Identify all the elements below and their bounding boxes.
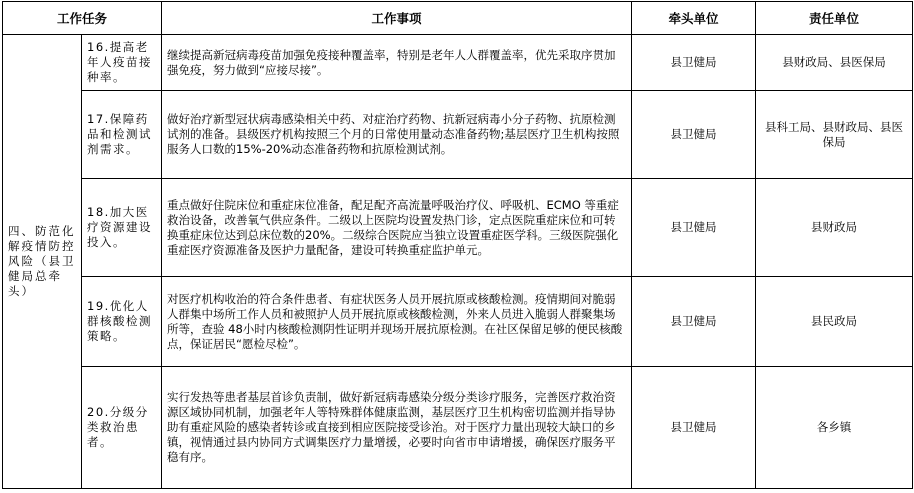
subtask-cell: 20.分级分类救治患者。 xyxy=(82,367,162,489)
item-cell: 实行发热等患者基层首诊负责制，做好新冠病毒感染分级分类诊疗服务，完善医疗救治资源区域协同机制，加强老年人等特殊群体健康监测，基层医疗卫生机构密切监测并指导协助有重症风险的感染者转诊或直接到相应医院接受诊治。对于医疗力量出现较大缺口的乡镇，视情通过县内协同方式调集医疗力量增援，必要时向省市申请增援，确保医疗服务平稳有序。 xyxy=(162,367,632,489)
lead-unit-cell: 县卫健局 xyxy=(632,179,756,277)
table-row xyxy=(3,91,913,179)
item-cell: 继续提高新冠病毒疫苗加强免疫接种覆盖率，特别是老年人人群覆盖率，优先采取序贯加强免疫，努力做到“应接尽接”。 xyxy=(162,35,632,91)
header-lead: 牵头单位 xyxy=(632,2,756,35)
task-table xyxy=(2,1,913,489)
subtask-cell: 18.加大医疗资源建设投入。 xyxy=(82,179,162,277)
table-row xyxy=(3,35,913,91)
table-row xyxy=(3,277,913,367)
lead-unit-cell: 县卫健局 xyxy=(632,35,756,91)
responsible-unit-cell: 各乡镇 xyxy=(756,367,913,489)
header-item: 工作事项 xyxy=(162,2,632,35)
subtask-cell: 16.提高老年人疫苗接种率。 xyxy=(82,35,162,91)
subtask-cell: 19.优化人群核酸检测策略。 xyxy=(82,277,162,367)
lead-unit-cell: 县卫健局 xyxy=(632,91,756,179)
item-cell: 重点做好住院床位和重症床位准备，配足配齐高流量呼吸治疗仪、呼吸机、ECMO 等重症救治设备，改善氧气供应条件。二级以上医院均设置发热门诊，定点医院重症床位和可转换重症床位达到总床位数的20%。二级综合医院应当独立设置重症医学科。三级医院强化重症医疗资源准备及医护力量配备，建设可转换重症监护单元。 xyxy=(162,179,632,277)
table-row xyxy=(3,367,913,489)
header-responsible: 责任单位 xyxy=(756,2,913,35)
responsible-unit-cell: 县财政局、县医保局 xyxy=(756,35,913,91)
subtask-cell: 17.保障药品和检测试剂需求。 xyxy=(82,91,162,179)
lead-unit-cell: 县卫健局 xyxy=(632,367,756,489)
responsible-unit-cell: 县民政局 xyxy=(756,277,913,367)
responsible-unit-cell: 县科工局、县财政局、县医保局 xyxy=(756,91,913,179)
table-row xyxy=(3,179,913,277)
item-cell: 做好治疗新型冠状病毒感染相关中药、对症治疗药物、抗新冠病毒小分子药物、抗原检测试剂的准备。县级医疗机构按照三个月的日常使用量动态准备药物;基层医疗卫生机构按照服务人口数的15%-20%动态准备药物和抗原检测试剂。 xyxy=(162,91,632,179)
header-task: 工作任务 xyxy=(3,2,162,35)
category-cell: 四、防范化解疫情防控风险（县卫健局总牵头） xyxy=(3,35,82,489)
item-cell: 对医疗机构收治的符合条件患者、有症状医务人员开展抗原或核酸检测。疫情期间对脆弱人群集中场所工作人员和被照护人员开展抗原或核酸检测，外来人员进入脆弱人群聚集场所等，查验 48小时内核酸检测阴性证明并现场开展抗原检测。在社区保留足够的便民核酸点，保证居民“愿检尽检”。 xyxy=(162,277,632,367)
lead-unit-cell: 县卫健局 xyxy=(632,277,756,367)
responsible-unit-cell: 县财政局 xyxy=(756,179,913,277)
table-header-row xyxy=(3,2,913,35)
